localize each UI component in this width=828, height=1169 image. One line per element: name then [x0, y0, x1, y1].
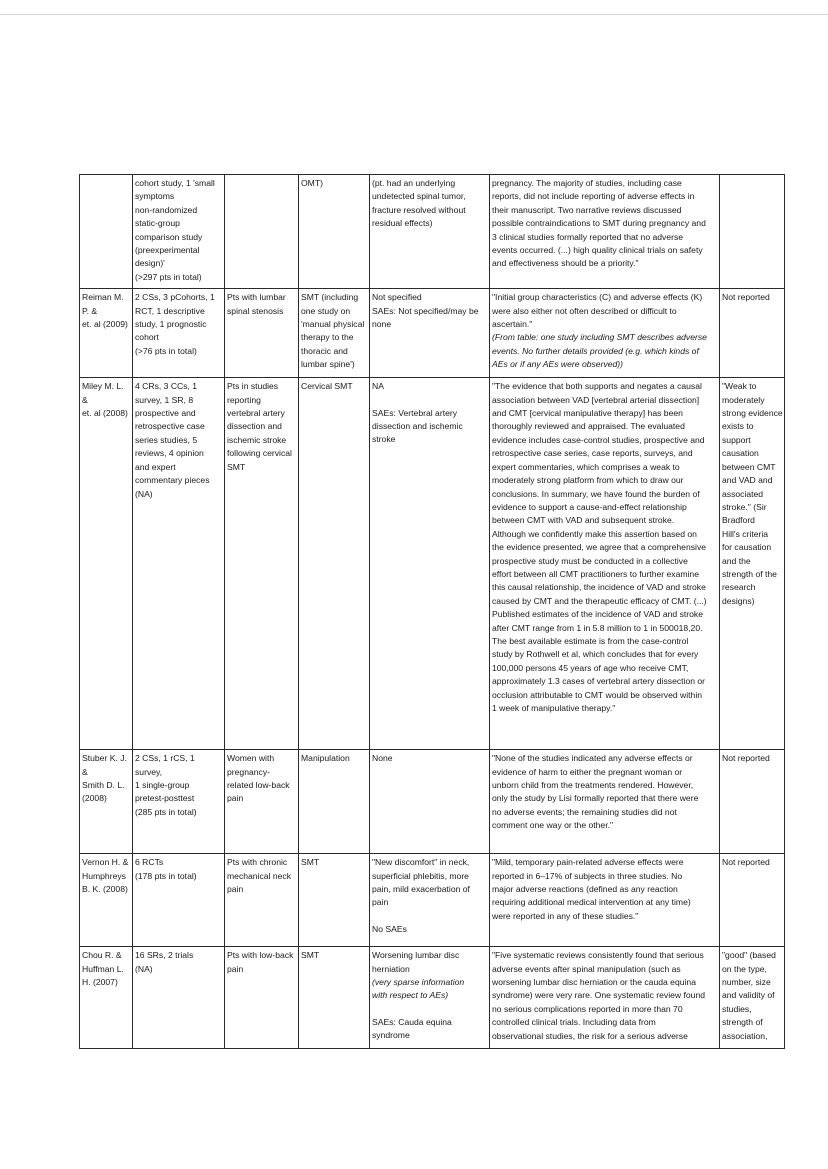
study-design-cell: cohort study, 1 'small symptoms non-randomized static-group comparison study (preexperimental design)' (>297 pts in total)	[133, 175, 225, 289]
table-row	[80, 750, 785, 854]
evidence-grade-cell: "good" (based on the type, number, size and validity of studies, strength of association,	[720, 947, 785, 1049]
adverse-events-text: NA	[372, 381, 384, 392]
intervention-cell: Cervical SMT	[299, 378, 370, 750]
study-design-cell: 2 CSs, 3 pCohorts, 1 RCT, 1 descriptive study, 1 prognostic cohort (>76 pts in total)	[133, 289, 225, 378]
author-cell	[80, 175, 133, 289]
serious-adverse-events-text: SAEs: Vertebral artery dissection and ischemic stroke	[372, 407, 463, 445]
population-cell: Pts with chronic mechanical neck pain	[225, 854, 299, 947]
adverse-events-note: (very sparse information with respect to AEs)	[372, 977, 465, 1001]
population-cell	[225, 175, 299, 289]
adverse-events-cell	[370, 378, 490, 750]
serious-adverse-events-text: SAEs: Not specified/may be none	[372, 305, 479, 330]
author-cell: Stuber K. J. & Smith D. L. (2008)	[80, 750, 133, 854]
conclusion-quote: "Initial group characteristics (C) and adverse effects (K) were also either not often described or difficult to ascertain."	[492, 292, 703, 330]
author-cell: Reiman M. P. & et. al (2009)	[80, 289, 133, 378]
serious-adverse-events-text: No SAEs	[372, 923, 407, 934]
intervention-cell: SMT (including one study on 'manual physical therapy to the thoracic and lumbar spine')	[299, 289, 370, 378]
adverse-events-text: Worsening lumbar disc herniation	[372, 950, 460, 974]
evidence-table	[79, 174, 785, 1049]
population-cell: Pts with lumbar spinal stenosis	[225, 289, 299, 378]
conclusion-cell: "The evidence that both supports and negates a causal association between VAD [vertebral arterial dissection] and CMT [cervical manipulative therapy] has been thoroughly reviewed and appraised. The evaluated evidence includes case-control studies, prospective and retrospective case series, case reports, surveys, and expert commentaries, which comprises a weak to moderately strong platform from which to draw our conclusions. In summary, we have found the burden of evidence to support a cause-and-effect relationship between CMT with VAD and subsequent stroke. Although we confidently make this assertion based on the evidence presented, we agree that a comprehensive prospective study must be conducted in a collective effort between all CMT practitioners to further examine this causal relationship, the incidence of VAD and stroke caused by CMT and the therapeutic efficacy of CMT. (...) Published estimates of the incidence of VAD and stroke after CMT range from 1 in 5.8 million to 1 in 500018,20. The best available estimate is from the case-control study by Rothwell et al, which concludes that for every 100,000 persons 45 years of age who receive CMT, approximately 1.3 cases of vertebral artery dissection or occlusion attributable to CMT would be observed within 1 week of manipulative therapy."	[490, 378, 720, 750]
adverse-events-text: Not specified	[372, 292, 422, 303]
adverse-events-text: (pt. had an underlying undetected spinal tumor, fracture resolved without residual effects)	[372, 178, 466, 229]
table-row	[80, 175, 785, 289]
conclusion-table-note: (From table: one study including SMT describes adverse events. No further details provided (e.g. which kinds of AEs or if any AEs were observed))	[492, 332, 707, 370]
table-row	[80, 854, 785, 947]
conclusion-cell: "None of the studies indicated any adverse effects or evidence of harm to either the pregnant woman or unborn child from the treatments rendered. However, only the study by Lisi formally reported that there were no adverse events; the remaining studies did not comment one way or the other."	[490, 750, 720, 854]
adverse-events-cell	[370, 854, 490, 947]
conclusion-cell	[490, 289, 720, 378]
intervention-cell: OMT)	[299, 175, 370, 289]
table-row	[80, 378, 785, 750]
adverse-events-cell	[370, 289, 490, 378]
evidence-grade-cell	[720, 175, 785, 289]
study-design-cell: 2 CSs, 1 rCS, 1 survey, 1 single-group pretest-posttest (285 pts in total)	[133, 750, 225, 854]
author-cell: Miley M. L. & et. al (2008)	[80, 378, 133, 750]
population-cell: Women with pregnancy- related low-back pain	[225, 750, 299, 854]
population-cell: Pts in studies reporting vertebral artery dissection and ischemic stroke following cervical SMT	[225, 378, 299, 750]
adverse-events-cell	[370, 175, 490, 289]
page-top-rule	[0, 14, 828, 15]
adverse-events-text: None	[372, 753, 393, 764]
adverse-events-text: "New discomfort" in neck, superficial phlebitis, more pain, mild exacerbation of pain	[372, 857, 470, 908]
evidence-grade-cell: "Weak to moderately strong evidence exists to support causation between CMT and VAD and associated stroke." (Sir Bradford Hill's criteria for causation and the strength of the research designs)	[720, 378, 785, 750]
serious-adverse-events-text: SAEs: Cauda equina syndrome	[372, 1016, 452, 1041]
table-row	[80, 947, 785, 1049]
evidence-grade-cell: Not reported	[720, 854, 785, 947]
evidence-grade-cell: Not reported	[720, 750, 785, 854]
conclusion-cell: pregnancy. The majority of studies, including case reports, did not include reporting of adverse effects in their manuscript. Two narrative reviews discussed possible contraindications to SMT during pregnancy and 3 clinical studies formally reported that no adverse events occurred. (...) high quality clinical trials on safety and effectiveness should be a priority."	[490, 175, 720, 289]
conclusion-cell: "Mild, temporary pain-related adverse effects were reported in 6–17% of subjects in three studies. No major adverse reactions (defined as any reaction requiring additional medical intervention at any time) were reported in any of these studies."	[490, 854, 720, 947]
author-cell: Vernon H. & Humphreys B. K. (2008)	[80, 854, 133, 947]
study-design-cell: 16 SRs, 2 trials (NA)	[133, 947, 225, 1049]
adverse-events-cell	[370, 947, 490, 1049]
study-design-cell: 6 RCTs (178 pts in total)	[133, 854, 225, 947]
conclusion-cell: "Five systematic reviews consistently found that serious adverse events after spinal manipulation (such as worsening lumbar disc herniation or the cauda equina syndrome) were very rare. One systematic review found no serious complications reported in more than 70 controlled clinical trials. Including data from observational studies, the risk for a serious adverse	[490, 947, 720, 1049]
population-cell: Pts with low-back pain	[225, 947, 299, 1049]
study-design-cell: 4 CRs, 3 CCs, 1 survey, 1 SR, 8 prospective and retrospective case series studies, 5 reviews, 4 opinion and expert commentary pieces (NA)	[133, 378, 225, 750]
intervention-cell: SMT	[299, 947, 370, 1049]
evidence-grade-cell: Not reported	[720, 289, 785, 378]
adverse-events-cell	[370, 750, 490, 854]
author-cell: Chou R. & Huffman L. H. (2007)	[80, 947, 133, 1049]
table-row	[80, 289, 785, 378]
intervention-cell: Manipulation	[299, 750, 370, 854]
intervention-cell: SMT	[299, 854, 370, 947]
